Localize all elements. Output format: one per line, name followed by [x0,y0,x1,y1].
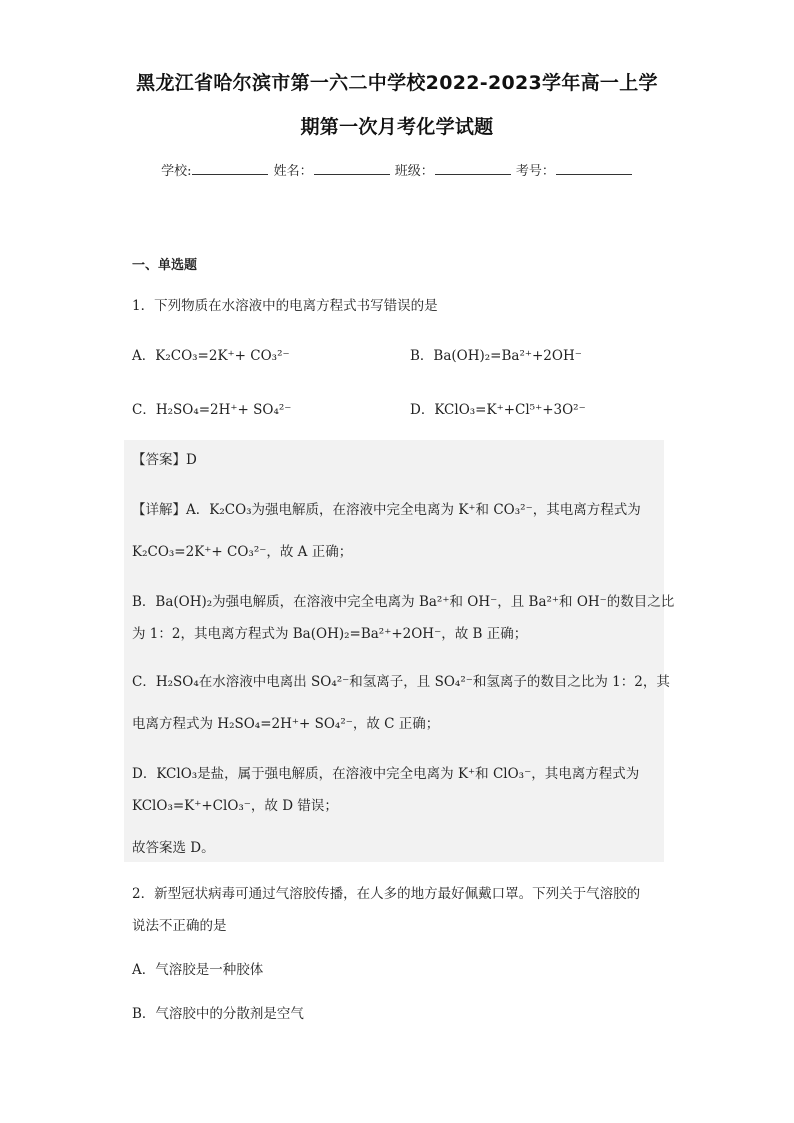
q2-option-a: A．气溶胶是一种胶体 [132,962,264,978]
school-label: 学校: [161,164,192,179]
q1-option-c: C．H₂SO₄=2H⁺+ SO₄²⁻ [132,402,292,418]
section-title: 一、单选题 [132,258,198,273]
q1-detail-4: 为 1：2，其电离方程式为 Ba(OH)₂=Ba²⁺+2OH⁻，故 B 正确； [132,626,528,642]
q2-stem-2: 说法不正确的是 [132,918,227,934]
q1-detail-1: 【详解】A．K₂CO₃为强电解质，在溶液中完全电离为 K⁺和 CO₃²⁻，其电离方程式为 [132,502,641,518]
class-label: 班级： [394,164,434,179]
q1-detail-8: KClO₃=K⁺+ClO₃⁻，故 D 错误； [132,798,338,814]
q1-detail-5: C．H₂SO₄在水溶液中电离出 SO₄²⁻和氢离子，且 SO₄²⁻和氢离子的数目之比为 1：2，其 [132,674,670,690]
q1-option-d: D．KClO₃=K⁺+Cl⁵⁺+3O²⁻ [410,402,586,418]
number-blank[interactable] [556,162,632,175]
school-blank[interactable] [192,162,268,175]
q2-option-b: B．气溶胶中的分散剂是空气 [132,1006,304,1022]
title-line-1: 黑龙江省哈尔滨市第一六二中学校2022-2023学年高一上学 [136,72,658,94]
q1-stem: 1．下列物质在水溶液中的电离方程式书写错误的是 [132,298,438,314]
q2-stem-1: 2．新型冠状病毒可通过气溶胶传播，在人多的地方最好佩戴口罩。下列关于气溶胶的 [132,886,641,902]
q1-detail-9: 故答案选 D。 [132,840,215,856]
q1-option-b: B．Ba(OH)₂=Ba²⁺+2OH⁻ [410,348,582,364]
student-info-row [0,160,794,179]
title-line-2: 期第一次月考化学试题 [300,116,494,138]
q1-detail-2: K₂CO₃=2K⁺+ CO₃²⁻，故 A 正确； [132,544,353,560]
q1-detail-6: 电离方程式为 H₂SO₄=2H⁺+ SO₄²⁻，故 C 正确； [132,716,440,732]
q1-detail-7: D．KClO₃是盐，属于强电解质，在溶液中完全电离为 K⁺和 ClO₃⁻，其电离方程式为 [132,766,640,782]
q1-detail-3: B．Ba(OH)₂为强电解质，在溶液中完全电离为 Ba²⁺和 OH⁻，且 Ba²⁺和 OH⁻的数目之比 [132,594,675,610]
name-blank[interactable] [314,162,390,175]
q1-option-a: A．K₂CO₃=2K⁺+ CO₃²⁻ [132,348,290,364]
q1-answer: 【答案】D [132,452,197,468]
name-label: 姓名： [273,164,313,179]
class-blank[interactable] [435,162,511,175]
number-label: 考号： [515,164,555,179]
